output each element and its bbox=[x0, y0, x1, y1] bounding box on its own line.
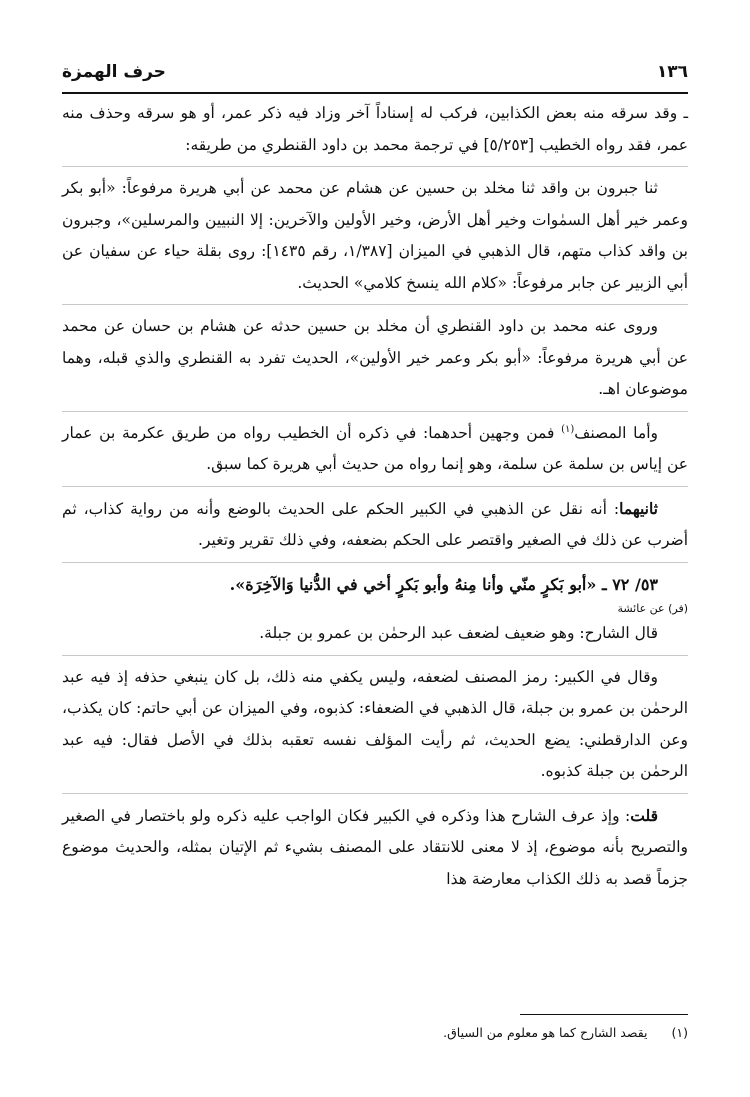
page-number: ١٣٦ bbox=[656, 62, 688, 82]
paragraph-divider bbox=[62, 486, 688, 487]
footnote-number: (١) bbox=[671, 1025, 688, 1040]
paragraph-5 bbox=[62, 493, 688, 557]
paragraph-2: ثنا جبرون بن واقد ثنا مخلد بن حسين عن هشام عن محمد عن أبي هريرة مرفوعاً: «أبو بكر وعمر خير أهل السمٰوات وخير أهل الأرض، وخير الأولين والآخرين: إلا النبيين والمرسلين»، وجبرون بن واقد كذاب متهم، قال الذهبي في الميزان [١/٣٨٧، رقم ١٤٣٥]: روى بقلة حياء عن سفيان عن أبي الزبير عن جابر مرفوعاً: «كلام الله ينسخ كلامي» الحديث. bbox=[62, 179, 688, 292]
footnote bbox=[62, 1023, 688, 1043]
paragraph-7: وقال في الكبير: رمز المصنف لضعفه، وليس يكفي منه ذلك، بل كان ينبغي حذفه إذ فيه عبد الرحمٰن بن عمرو بن جبلة، قال الذهبي في الضعفاء: كذبوه، وفي الميزان عن أبي حاتم: كان يكذب، وعن الدارقطني: يضع الحديث، ثم رأيت المؤلف نفسه تعقبه بذلك في الأصل فقال: فيه عبد الرحمٰن بن جبلة كذبوه. bbox=[62, 667, 688, 780]
chapter-title: حرف الهمزة bbox=[62, 62, 166, 82]
page-body bbox=[62, 98, 688, 895]
footnote-rule bbox=[520, 1014, 688, 1015]
paragraph-5-lead: ثانيهما bbox=[619, 498, 658, 518]
paragraph-divider bbox=[62, 166, 688, 167]
paragraph-8-rest: : وإذ عرف الشارح هذا وذكره في الكبير فكان الواجب عليه ذكره ولو باختصار في الصغير والتصريح بأنه موضوع، إذ لا معنى للانتقاد على المصنف بشيء ثم الإتيان بمثله، والحديث موضوع جزماً قصد به ذلك الكذاب معارضة هذا bbox=[62, 806, 688, 888]
paragraph-4-end: فمن وجهين أحدهما: في ذكره أن الخطيب رواه من طريق عكرمة بن عمار عن إياس بن سلمة عن سلمة، وهو إنما رواه من حديث أبي هريرة كما سبق. bbox=[62, 423, 688, 473]
paragraph-1: ـ وقد سرقه منه بعض الكذابين، فركب له إسناداً آخر وزاد فيه ذكر عمر، أو هو سرقه وحذف منه عمر، فقد رواه الخطيب [٥/٢٥٣] في ترجمة محمد بن داود القنطري من طريقه: bbox=[62, 104, 688, 154]
paragraph-3: وروى عنه محمد بن داود القنطري أن مخلد بن حسين حدثه عن هشام بن حسان عن محمد عن أبي هريرة مرفوعاً: «أبو بكر وعمر خير الأولين»، الحديث تفرد به القنطري والذي قبله، وهما موضوعان اهـ. bbox=[62, 317, 688, 398]
paragraph-divider bbox=[62, 411, 688, 412]
paragraph-4 bbox=[62, 418, 688, 481]
paragraph-divider bbox=[62, 655, 688, 656]
paragraph-8 bbox=[62, 800, 688, 896]
paragraph-5-rest: : أنه نقل عن الذهبي في الكبير الحكم على الحديث بالوضع وأنه من رواية كذاب، ثم أضرب عن ذلك في الصغير واقتصر على الحكم بضعفه، وفي ذلك تقرير وتغير. bbox=[62, 499, 688, 549]
page-header bbox=[62, 52, 688, 94]
paragraph-8-lead: قلت bbox=[630, 805, 658, 825]
paragraph-divider bbox=[62, 562, 688, 563]
footnote-reference: (١) bbox=[561, 423, 575, 435]
footnote-text: يقصد الشارح كما هو معلوم من السياق. bbox=[443, 1025, 648, 1040]
hadith-text: ٥٣/ ٧٢ ـ «أبو بَكرٍ منّي وأنا مِنهُ وأبو بَكرٍ أخي في الدُّنيا وَالآخِرَة». bbox=[229, 574, 658, 594]
hadith-reference: (فر) عن عائشة bbox=[617, 602, 688, 615]
paragraph-4-start: وأما المصنف bbox=[574, 423, 658, 442]
paragraph-divider bbox=[62, 304, 688, 305]
paragraph-divider bbox=[62, 793, 688, 794]
paragraph-6: قال الشارح: وهو ضعيف لضعف عبد الرحمٰن بن عمرو بن جبلة. bbox=[259, 624, 658, 642]
